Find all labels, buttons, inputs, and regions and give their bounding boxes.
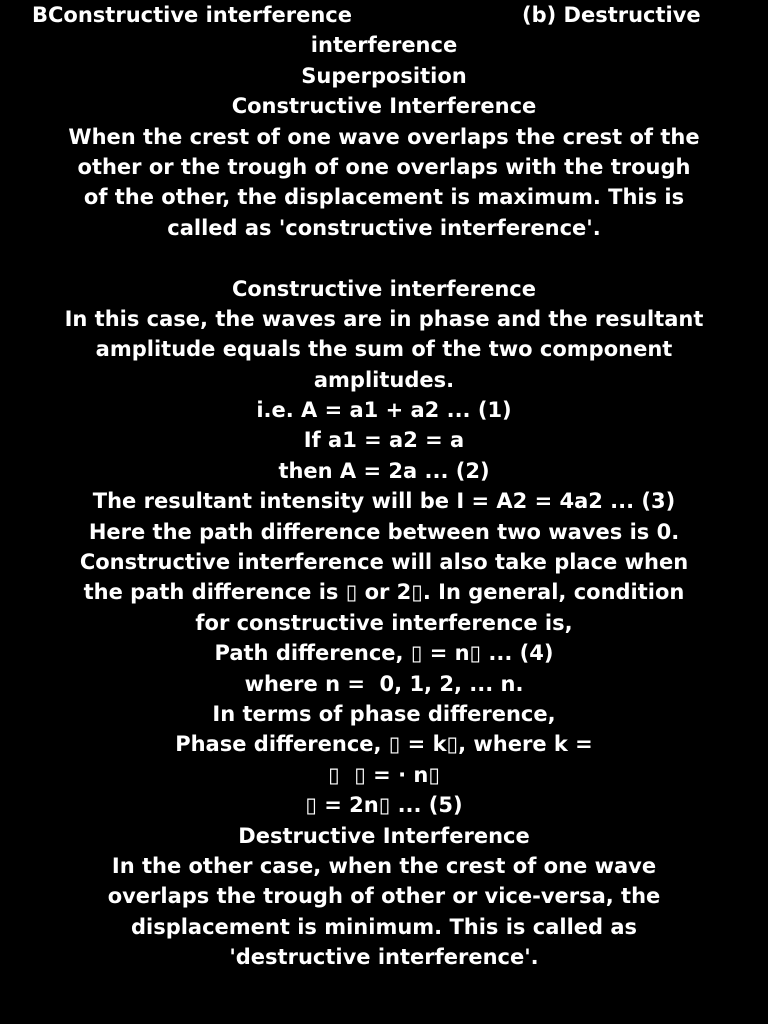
constructive-definition-line: other or the trough of one overlaps with the trough <box>77 154 691 179</box>
equation-line: The resultant intensity will be I = A2 = 4a2 ... (3) <box>92 489 676 514</box>
equation-line: If a1 = a2 = a <box>303 428 465 453</box>
constructive-interference-subheading: Constructive interference <box>232 276 536 301</box>
constructive-body-line: the path difference is ▯ or 2▯. In general, condition <box>83 580 685 605</box>
constructive-body-line: Here the path difference between two waves is 0. <box>88 519 680 544</box>
constructive-body-line: In this case, the waves are in phase and the resultant <box>64 306 704 331</box>
figure-label-a: BConstructive interference <box>32 3 352 27</box>
equation-line: ▯ ▯ = · n▯ <box>328 762 440 787</box>
superposition-title: Superposition <box>301 63 467 88</box>
equation-line: Path difference, ▯ = n▯ ... (4) <box>214 641 554 666</box>
destructive-definition-line: 'destructive interference'. <box>229 945 539 970</box>
constructive-body-line: amplitudes. <box>313 367 455 392</box>
paragraph-spacer <box>0 243 768 273</box>
equation-line: Phase difference, ▯ = k▯, where k = <box>175 732 593 757</box>
destructive-definition-line: displacement is minimum. This is called as <box>130 914 638 939</box>
constructive-body-line: for constructive interference is, <box>195 610 573 635</box>
destructive-definition-line: In the other case, when the crest of one wave <box>111 853 657 878</box>
constructive-definition-line: of the other, the displacement is maximum. This is <box>83 185 685 210</box>
equation-line: i.e. A = a1 + a2 ... (1) <box>256 398 512 423</box>
destructive-definition-line: overlaps the trough of other or vice-versa, the <box>107 884 661 909</box>
constructive-body-line: amplitude equals the sum of the two component <box>95 337 673 362</box>
equation-line: ▯ = 2n▯ ... (5) <box>305 793 463 818</box>
constructive-definition-line: When the crest of one wave overlaps the crest of the <box>68 124 700 149</box>
figure-label-b: (b) Destructive <box>522 3 701 27</box>
equation-line: where n = 0, 1, 2, ... n. <box>244 671 524 696</box>
figure-label-b-continued: interference <box>310 33 458 58</box>
constructive-body-line: Constructive interference will also take place when <box>79 550 689 575</box>
constructive-definition-line: called as 'constructive interference'. <box>167 215 601 240</box>
destructive-interference-heading: Destructive Interference <box>238 823 530 848</box>
figure-labels-row <box>0 0 768 30</box>
constructive-body-line: In terms of phase difference, <box>212 701 556 726</box>
constructive-interference-heading: Constructive Interference <box>231 94 537 119</box>
equation-line: then A = 2a ... (2) <box>278 458 490 483</box>
